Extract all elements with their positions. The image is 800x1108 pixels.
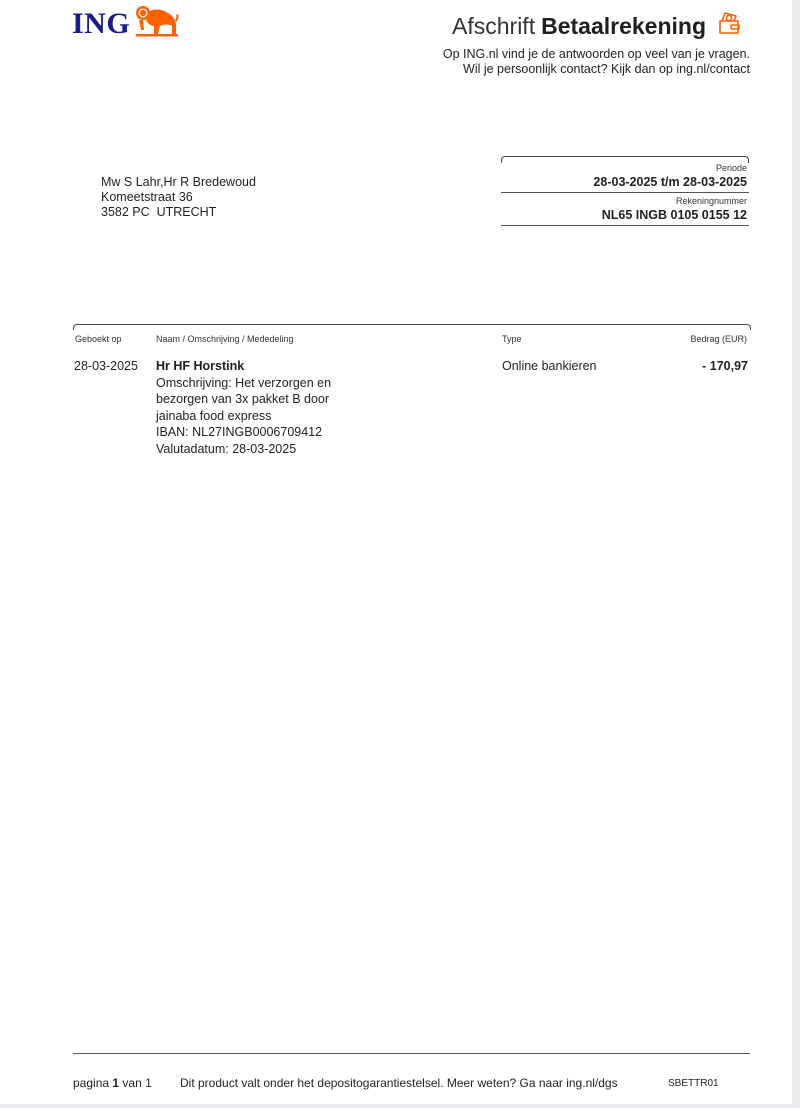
table-frame (73, 324, 751, 330)
footer-notice: Dit product valt onder het depositogarantiestelsel. Meer weten? Ga naar ing.nl/dgs (180, 1076, 618, 1090)
booked-date: 28-03-2025 (74, 359, 138, 373)
page-current: 1 (112, 1076, 120, 1090)
box-frame (501, 156, 749, 163)
contact-line: Op ING.nl vind je de antwoorden op veel van je vragen. (442, 47, 750, 61)
recipient-address (101, 175, 256, 220)
value-date-line: Valutadatum: 28-03-2025 (156, 441, 297, 456)
column-header-amount: Bedrag (EUR) (690, 334, 747, 344)
description-line: Omschrijving: Het verzorgen en (156, 375, 332, 390)
account-number: NL65 INGB 0105 0155 12 (601, 208, 747, 222)
ing-logo (72, 6, 180, 42)
divider (501, 192, 749, 193)
iban-line: IBAN: NL27INGB0006709412 (156, 425, 323, 439)
page-number (73, 1076, 152, 1090)
ing-lion-icon (132, 4, 180, 43)
title-regular: Afschrift (452, 12, 536, 39)
column-header-description: Naam / Omschrijving / Mededeling (156, 334, 294, 344)
contact-info (443, 47, 750, 77)
footer-divider (73, 1053, 750, 1054)
column-header-type: Type (502, 334, 522, 344)
document-title (452, 10, 742, 42)
account-info-box (501, 156, 749, 226)
transaction-description (156, 358, 331, 457)
period-label: Periode (715, 163, 747, 173)
title-bold: Betaalrekening (541, 12, 706, 39)
description-line: jainaba food express (156, 408, 272, 423)
form-code: SBETTR01 (668, 1078, 719, 1089)
counterparty-name: Hr HF Horstink (156, 359, 245, 373)
page-suffix: van 1 (119, 1076, 152, 1090)
recipient-city: 3582 PC UTRECHT (101, 205, 217, 219)
account-label: Rekeningnummer (675, 196, 747, 206)
logo-text: ING (72, 7, 131, 40)
transaction-amount: - 170,97 (702, 359, 748, 373)
wallet-euro-icon (716, 10, 742, 42)
page-prefix: pagina (73, 1076, 113, 1090)
divider (501, 225, 749, 226)
recipient-street: Komeetstraat 36 (101, 190, 193, 204)
contact-line: Wil je persoonlijk contact? Kijk dan op ing.nl/contact (463, 62, 750, 76)
column-header-booked: Geboekt op (75, 334, 122, 344)
transaction-type: Online bankieren (502, 359, 597, 373)
description-line: bezorgen van 3x pakket B door (156, 392, 330, 406)
period-value: 28-03-2025 t/m 28-03-2025 (593, 175, 747, 189)
recipient-name: Mw S Lahr,Hr R Bredewoud (101, 175, 256, 189)
